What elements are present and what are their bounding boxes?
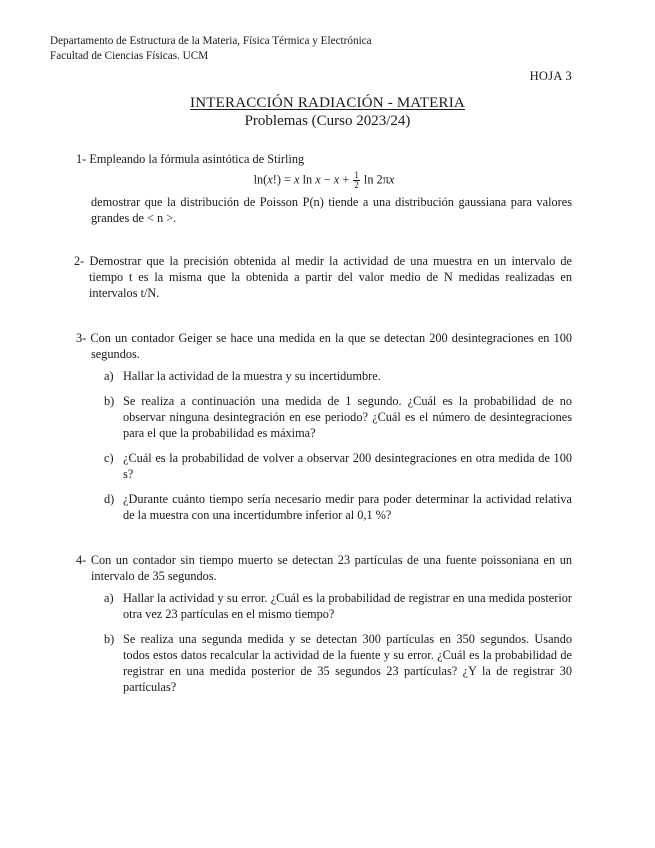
problem-number: 1- (76, 152, 87, 166)
item-text: Hallar la actividad y su error. ¿Cuál es la probabilidad de registrar en una medida posterior otra vez 23 partículas en el mismo tiempo? (123, 591, 572, 621)
faculty-line: Facultad de Ciencias Físicas. UCM (50, 50, 209, 62)
problem-3 (76, 330, 572, 532)
item-label: a) (104, 591, 114, 605)
problem-intro: Empleando la fórmula asintótica de Stirling (89, 152, 305, 166)
problem-body: Con un contador sin tiempo muerto se detectan 23 partículas de una fuente poissoniana en un intervalo de 35 segundos. (90, 553, 572, 583)
department-line: Departamento de Estructura de la Materia, Física Térmica y Electrónica (50, 35, 372, 47)
stirling-formula: ln(x!) = x ln x − x + $\frac{1}{2}$ ln 2πx (253, 170, 395, 190)
list-item (76, 631, 572, 695)
department-header (50, 34, 372, 64)
item-label: b) (104, 394, 115, 408)
problem-4-items (76, 590, 572, 695)
problem-1 (76, 151, 572, 226)
list-item (76, 450, 572, 482)
item-label: a) (104, 369, 114, 383)
problem-number: 4- (76, 553, 87, 567)
item-label: d) (104, 492, 115, 506)
list-item (76, 491, 572, 523)
problem-body: demostrar que la distribución de Poisson P(n) tiende a una distribución gaussiana para valores grandes de < n >. (91, 195, 572, 225)
page-title: INTERACCIÓN RADIACIÓN - MATERIA (190, 95, 465, 111)
page-subtitle: Problemas (Curso 2023/24) (244, 113, 411, 129)
list-item (76, 393, 572, 441)
problem-4 (76, 552, 572, 704)
item-text: Hallar la actividad de la muestra y su incertidumbre. (123, 369, 381, 383)
item-text: ¿Cuál es la probabilidad de volver a observar 200 desintegraciones en otra medida de 100 s? (123, 451, 572, 481)
item-text: ¿Durante cuánto tiempo sería necesario medir para poder determinar la actividad relativa de la muestra con una incertidumbre inferior al 0,1 %? (123, 492, 572, 522)
problem-number: 3- (76, 331, 87, 345)
item-text: Se realiza a continuación una medida de 1 segundo. ¿Cuál es la probabilidad de no observar ninguna desintegración en ese periodo? ¿Cuál es el número de desintegraciones para el que la probabilidad es máxima? (123, 394, 572, 440)
problem-3-items (76, 368, 572, 523)
problem-number: 2- (74, 254, 85, 268)
list-item (76, 590, 572, 622)
item-label: c) (104, 451, 114, 465)
problem-2 (74, 253, 572, 301)
problem-body: Demostrar que la precisión obtenida al medir la actividad de una muestra en un intervalo de tiempo t es la misma que la obtenida a partir del valor medio de N medidas realizadas en intervalos t/N. (89, 254, 572, 300)
problem-body: Con un contador Geiger se hace una medida en la que se detectan 200 desintegraciones en 100 segundos. (90, 331, 573, 361)
sheet-label: HOJA 3 (529, 69, 572, 83)
item-label: b) (104, 632, 115, 646)
list-item (76, 368, 572, 384)
item-text: Se realiza una segunda medida y se detectan 300 partículas en 350 segundos. Usando todos estos datos recalcular la actividad de la fuente y su error. ¿Cuál es la probabilidad de registrar en una medida posterior de 35 segundos 23 partículas? ¿Y la de registrar 30 partículas? (123, 632, 572, 694)
title-block (0, 94, 655, 130)
